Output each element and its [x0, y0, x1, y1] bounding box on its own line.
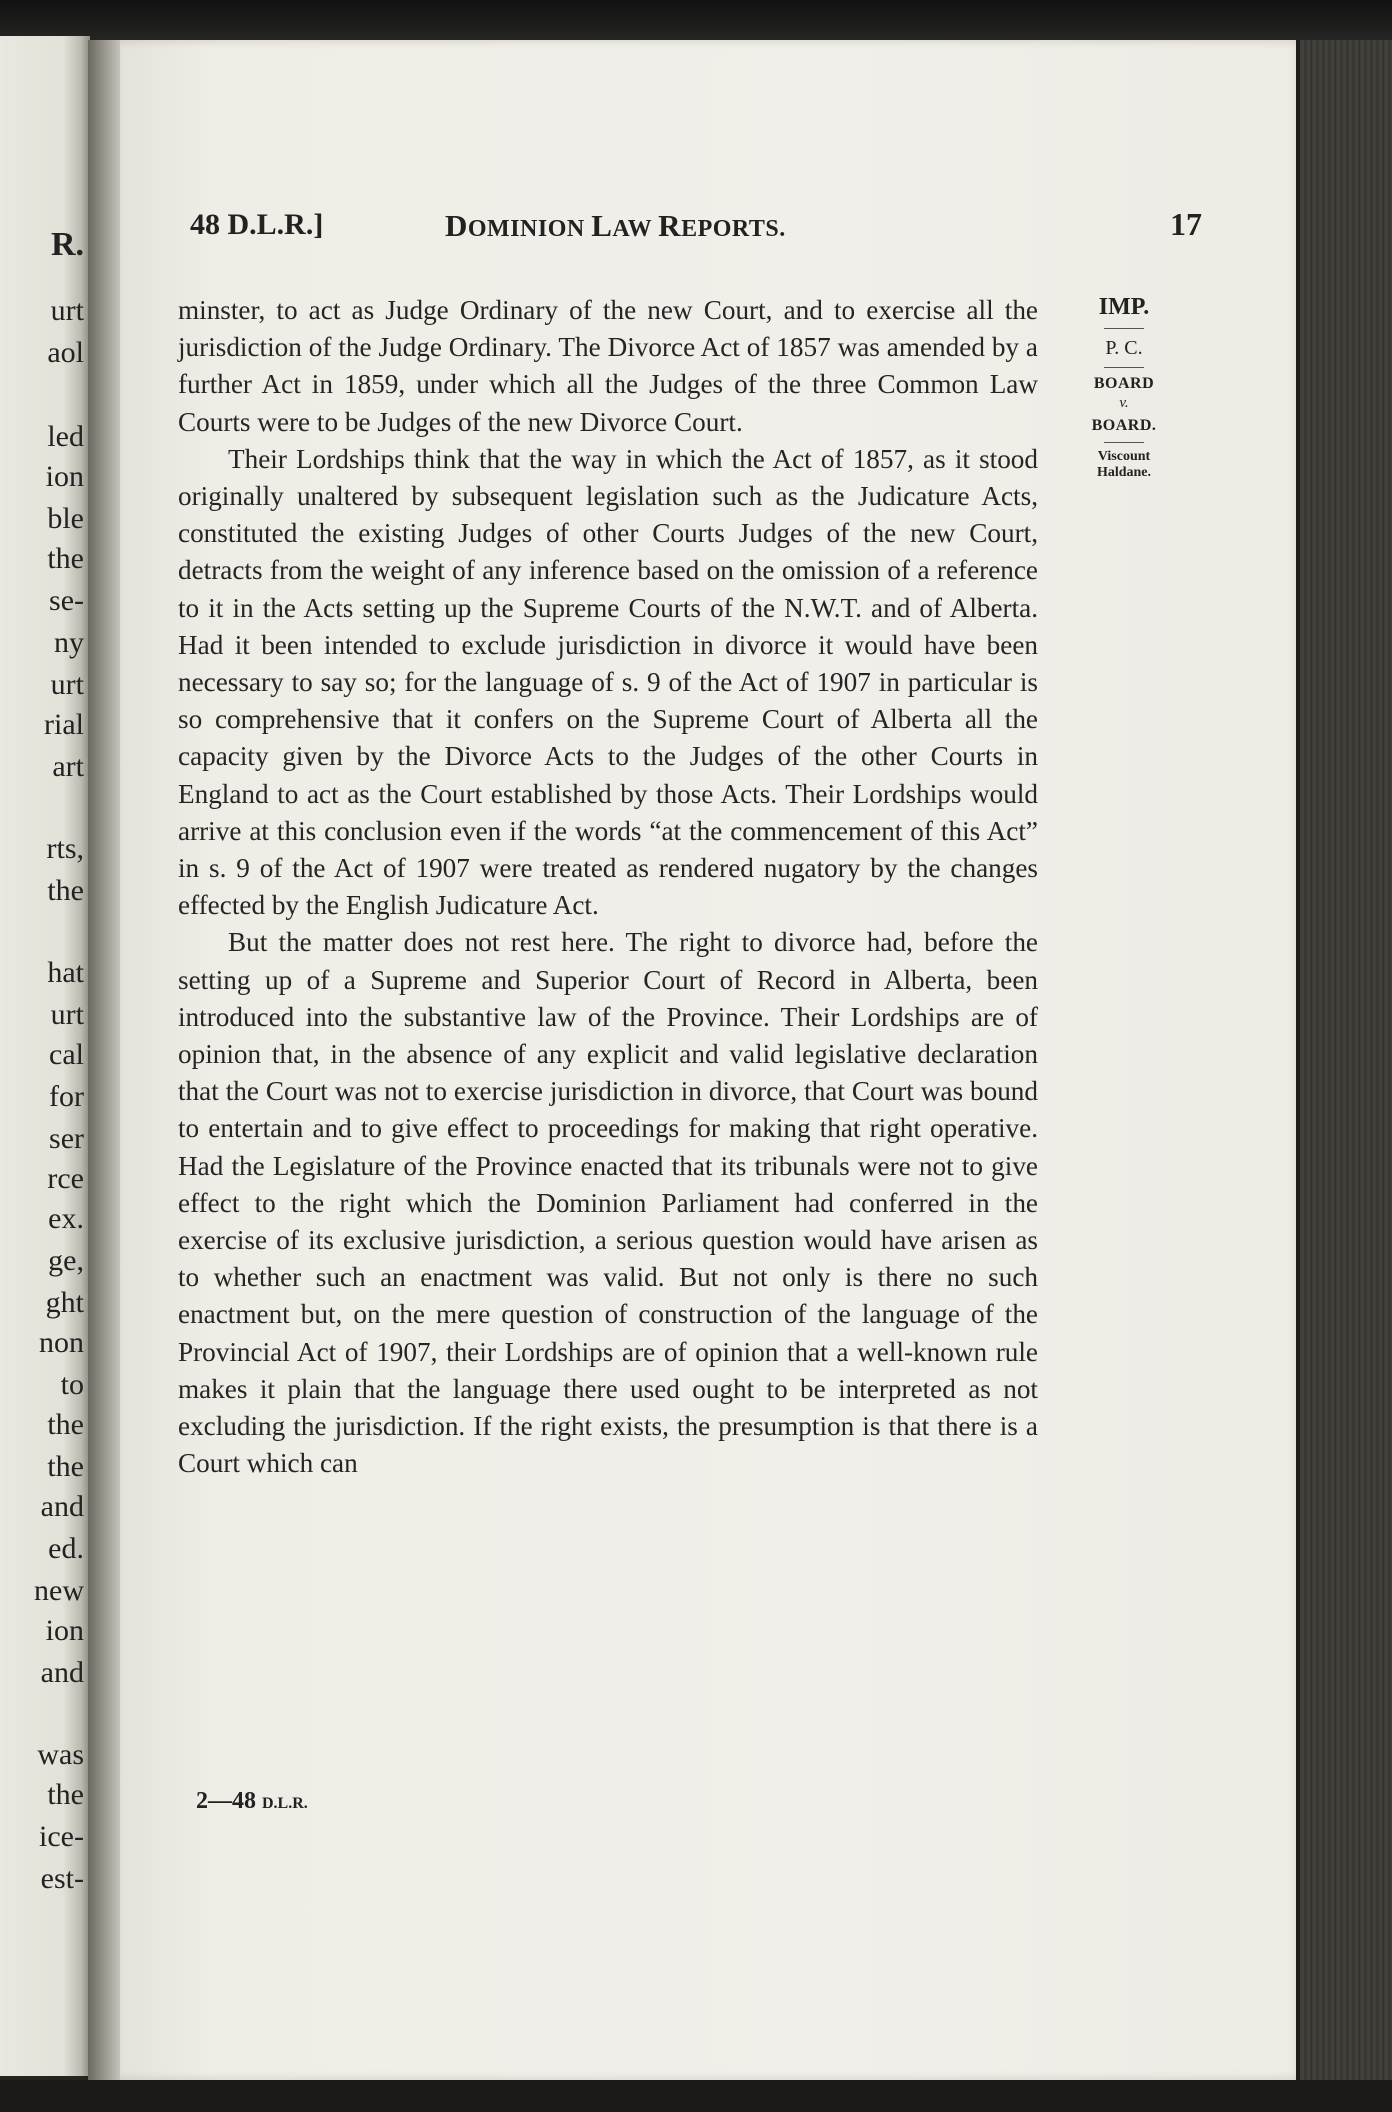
party-name: BOARD [1093, 375, 1155, 392]
facing-page-line-fragment: urt [50, 668, 84, 701]
facing-page-line-fragment: est- [40, 1862, 84, 1895]
divider [1104, 442, 1144, 443]
facing-page-line-fragment: the [47, 542, 84, 575]
facing-page-line-fragment: rts, [46, 832, 84, 865]
facing-page-line-fragment: cal [49, 1038, 84, 1071]
paragraph: minster, to act as Judge Ordinary of the new Court, and to exercise all the jurisdiction of the Judge Ordinary. The Divorce Act of 1857 was amended by a further Act in 1859, under which all the Judges of the three Common Law Courts were to be Judges of the new Divorce Court. [178, 295, 1038, 437]
facing-page-line-fragment: art [52, 750, 84, 783]
facing-page-line-fragment: ice- [39, 1820, 84, 1853]
facing-page-line-fragment: the [47, 1778, 84, 1811]
facing-page-line-fragment: ion [45, 1614, 84, 1647]
facing-page-line-fragment: hat [47, 956, 84, 989]
paragraph: But the matter does not rest here. The right to divorce had, before the setting up of a Supreme and Superior Court of Record in Alberta, been introduced into the substantive law of the Province. Their Lordships are of opinion that, in the absence of any explicit and valid legislative declaration that the Court was not to exercise jurisdiction in divorce, that Court was bound to entertain and to give effect to proceedings for making that right operative. Had the Legislature of the Province enacted that its tribunals were not to give effect to the right which the Dominion Parliament had conferred in the exercise of its exclusive jurisdiction, a serious question would have arisen as to whether such an enactment was valid. But not only is there no such enactment but, on the mere question of construction of the language of the Provincial Act of 1907, their Lordships are of opinion that a well-known rule makes it plain that the language there used ought to be interpreted as not excluding the jurisdiction. If the right exists, the presumption is that there is a Court which can [178, 927, 1038, 1479]
facing-page-line-fragment: and [40, 1656, 84, 1689]
page-number: 17 [1170, 206, 1202, 242]
facing-page-line-fragment: ser [49, 1122, 84, 1155]
divider [1104, 367, 1144, 368]
facing-page-line-fragment: urt [50, 294, 84, 327]
book-spine-edge [1300, 40, 1392, 2112]
report-title: DOMINION LAW REPORTS. [445, 208, 786, 243]
facing-page-line-fragment: ble [47, 502, 84, 535]
facing-page-line-fragment: ght [45, 1286, 84, 1319]
facing-page-line-fragment: ed. [48, 1532, 84, 1565]
division-label: P. C. [1105, 337, 1143, 359]
facing-page-line-fragment: urt [50, 998, 84, 1031]
facing-page-line-fragment: ex. [48, 1202, 84, 1235]
judge-name: Viscount [1097, 449, 1151, 464]
court-label: IMP. [1098, 294, 1150, 320]
scan-bottom-border [0, 2080, 1392, 2112]
facing-page-line-fragment: se- [49, 584, 84, 617]
facing-page-line-fragment: rial [44, 708, 84, 741]
paragraph: Their Lordships think that the way in which the Act of 1857, as it stood originally unaltered by subsequent legislation such as the Judicature Acts, constituted the existing Judges of other Courts Judges of the new Court, detracts from the weight of any inference based on the omission of a reference to it in the Acts setting up the Supreme Courts of the N.W.T. and of Alberta. Had it been intended to exclude jurisdiction in divorce it would have been necessary to say so; for the language of s. 9 of the Act of 1907 in particular is so comprehensive that it confers on the Supreme Court of Alberta all the capacity given by the Divorce Acts to the Judges of the other Courts in England to act as the Court established by those Acts. Their Lordships would arrive at this conclusion even if the words “at the commencement of this Act” in s. 9 of the Act of 1907 were treated as rendered nugatory by the changes effected by the English Judicature Act. [178, 443, 1038, 921]
facing-page-line-fragment: non [39, 1326, 84, 1359]
facing-page-line-fragment: rce [47, 1162, 84, 1195]
facing-page-line-fragment: was [37, 1738, 84, 1771]
volume-reference: 48 D.L.R.] [190, 208, 324, 241]
case-sidenote [1074, 292, 1174, 481]
facing-page-line-fragment: and [40, 1490, 84, 1523]
facing-page-line-fragment: ge, [48, 1244, 84, 1277]
facing-page-header-fragment: R. [50, 226, 84, 263]
divider [1104, 328, 1144, 329]
facing-page-line-fragment: led [47, 420, 84, 453]
running-head [190, 208, 1200, 252]
versus-label: v. [1119, 395, 1129, 411]
facing-page-line-fragment: ny [54, 626, 84, 659]
facing-page-line-fragment: for [49, 1080, 84, 1113]
party-name: BOARD. [1091, 417, 1157, 434]
facing-page-line-fragment: the [47, 1408, 84, 1441]
facing-page-line-fragment: ion [45, 460, 84, 493]
signature-mark: 2—48 D.L.R. [196, 1788, 308, 1814]
judge-name: Haldane. [1096, 465, 1152, 480]
facing-page-line-fragment: aol [47, 336, 84, 369]
facing-page-line-fragment: the [47, 874, 84, 907]
facing-page-line-fragment: to [60, 1368, 84, 1401]
facing-page-line-fragment: new [34, 1574, 84, 1607]
facing-page-edge [0, 36, 90, 2076]
body-text [178, 292, 1038, 1483]
facing-page-line-fragment: the [47, 1450, 84, 1483]
